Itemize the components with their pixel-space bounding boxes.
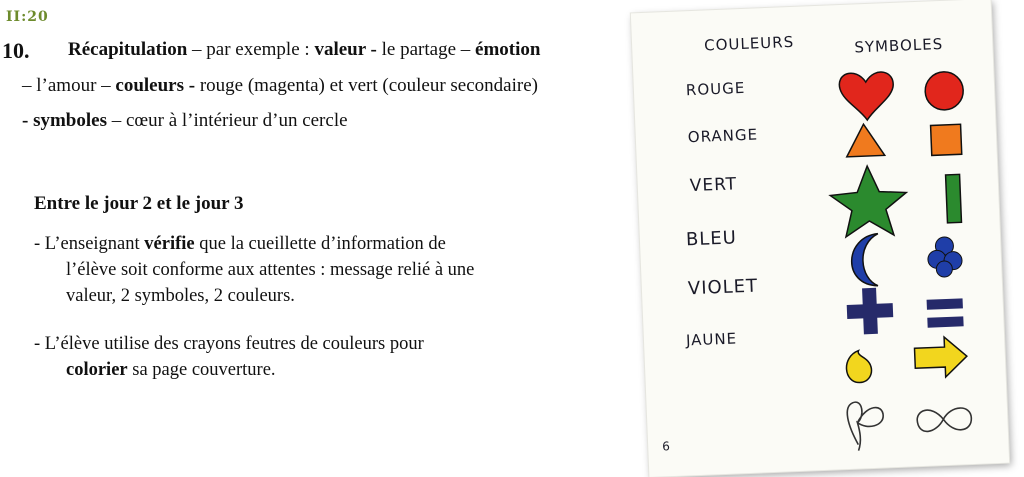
loop-doodle-icon — [847, 401, 885, 451]
symbols-text: – cœur à l’intérieur d’un cercle — [106, 110, 348, 131]
paragraph-teacher-line-3: valeur, 2 symboles, 2 couleurs. — [66, 286, 295, 306]
heart-icon — [839, 72, 895, 122]
value-text: le partage – — [376, 39, 476, 60]
equals-top-icon — [927, 298, 963, 309]
sheet-header-colors: COULEURS — [703, 32, 795, 55]
symbols-dash: - — [22, 110, 34, 131]
infinity-icon — [917, 408, 972, 432]
symbol-sheet-drawing — [631, 0, 1009, 477]
colors-keyword: couleurs - — [115, 75, 196, 96]
handdrawn-symbol-sheet — [631, 0, 1009, 477]
triangle-icon — [845, 123, 884, 156]
color-label-blue: BLEU — [685, 227, 738, 251]
recap-line-2 — [22, 75, 538, 97]
plus-icon — [846, 287, 894, 335]
time-header: II:20 — [6, 9, 49, 25]
recap-line-3 — [22, 110, 348, 132]
flower-petal-bottom — [936, 261, 953, 278]
paragraph-student — [34, 331, 424, 383]
item-number: 10. — [2, 38, 30, 63]
vertical-bar-icon — [946, 174, 962, 223]
paragraph-teacher-line-1 — [34, 231, 474, 257]
recap-text: – par exemple : — [187, 39, 315, 60]
flower-icon — [927, 236, 963, 277]
star-icon — [829, 165, 908, 238]
color-label-orange: ORANGE — [687, 125, 759, 147]
equals-bottom-icon — [927, 316, 963, 327]
arrow-icon — [914, 336, 968, 378]
para1-end: que la cueillette d’information de — [194, 234, 446, 254]
colors-text: rouge (magenta) et vert (couleur secondaire) — [195, 75, 538, 96]
color-label-red: ROUGE — [685, 78, 746, 100]
value-keyword: valeur - — [314, 39, 377, 60]
symbols-keyword: symboles — [33, 110, 107, 131]
crescent-moon-icon — [851, 234, 880, 287]
paragraph-teacher — [34, 231, 474, 309]
verify-keyword: vérifie — [144, 234, 195, 254]
square-icon — [931, 124, 962, 155]
section-heading: Entre le jour 2 et le jour 3 — [34, 193, 244, 214]
color-label-green: VERT — [689, 174, 738, 197]
paragraph-student-line-2 — [34, 357, 424, 383]
comma-icon — [846, 350, 872, 383]
paragraph-teacher-line-2: l’élève soit conforme aux attentes : message relié à une — [66, 260, 475, 280]
para1-start: - L’enseignant — [34, 234, 145, 254]
sheet-header-symbols: SYMBOLES — [854, 34, 944, 57]
para2-end: sa page couverture. — [127, 360, 276, 380]
color-label-violet: VIOLET — [687, 275, 759, 300]
sheet-page-number: 6 — [661, 439, 672, 454]
circle-icon — [924, 71, 963, 110]
recap-line-1 — [68, 39, 540, 61]
color-label-yellow: JAUNE — [685, 329, 738, 350]
paragraph-student-line-1: - L’élève utilise des crayons feutres de couleurs pour — [34, 334, 424, 354]
emotion-keyword: émotion — [475, 39, 541, 60]
recap-keyword: Récapitulation — [68, 39, 188, 60]
emotion-text: – l’amour – — [22, 75, 116, 96]
color-keyword: colorier — [66, 360, 128, 380]
